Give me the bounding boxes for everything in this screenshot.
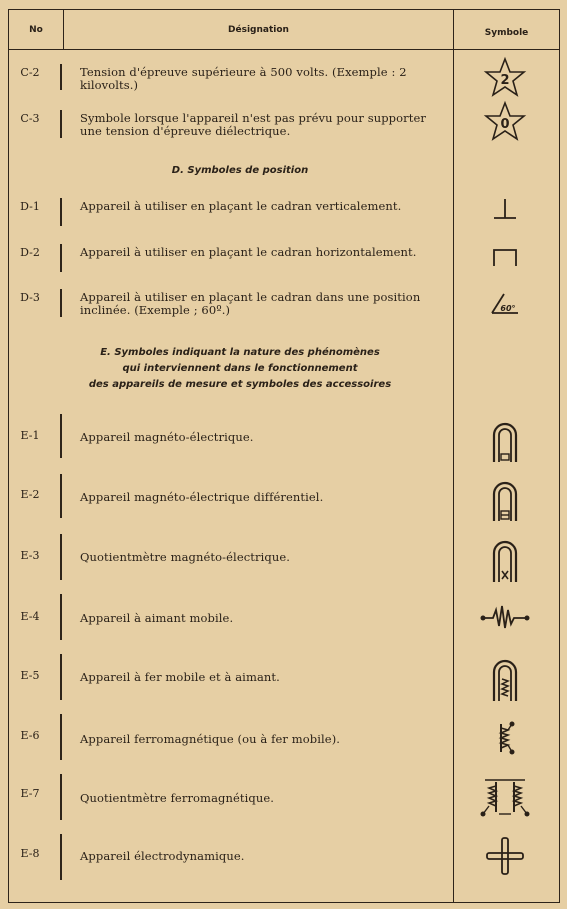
moving-magnet-icon <box>470 600 540 634</box>
header-symbole: Symbole <box>484 28 529 38</box>
row-bar <box>60 834 62 880</box>
row-bar <box>60 534 62 580</box>
row-bar <box>60 289 62 317</box>
vertical-position-icon <box>470 194 540 224</box>
row-bar <box>60 774 62 820</box>
row-code: E-1 <box>20 429 40 442</box>
row-bar <box>60 198 62 226</box>
row-designation: Appareil électrodynamique. <box>80 849 245 863</box>
section-e-title <box>30 345 450 393</box>
row-designation: Appareil à utiliser en plaçant le cadran verticalement. <box>80 199 402 213</box>
section-e-line: E. Symboles indiquant la nature des phénomènes <box>100 347 380 358</box>
row-bar <box>60 594 62 640</box>
row-code: E-6 <box>20 729 40 742</box>
header-no: No <box>29 25 43 35</box>
header-designation: Désignation <box>228 25 289 35</box>
row-bar <box>60 474 62 518</box>
row-code: E-7 <box>20 787 40 800</box>
row-designation: Appareil à aimant mobile. <box>80 611 234 625</box>
row-designation: Quotientmètre ferromagnétique. <box>80 791 275 805</box>
row-code: E-8 <box>20 847 40 860</box>
magneto-electric-icon <box>470 418 540 466</box>
row-designation: Appareil à utiliser en plaçant le cadran horizontalement. <box>80 245 417 259</box>
electrodynamic-icon <box>470 834 540 878</box>
star-0-icon <box>470 100 540 144</box>
row-designation: Appareil à utiliser en plaçant le cadran dans une position inclinée. (Exemple ; 60º.) <box>80 290 421 317</box>
row-designation: Appareil magnéto-électrique. <box>80 430 254 444</box>
ratiometer-magneto-icon <box>470 536 540 586</box>
row-code: E-2 <box>20 488 40 501</box>
row-bar <box>60 64 62 90</box>
header-bottom-border <box>8 49 560 50</box>
row-bar <box>60 654 62 700</box>
row-bar <box>60 414 62 458</box>
symbol-column-divider <box>453 9 454 902</box>
row-designation: Appareil à fer mobile et à aimant. <box>80 670 280 684</box>
inclined-position-icon <box>470 288 540 318</box>
row-code: D-2 <box>20 246 40 259</box>
row-code: E-3 <box>20 549 40 562</box>
moving-iron-magnet-icon <box>470 655 540 705</box>
horizontal-position-icon <box>470 242 540 270</box>
left-border <box>8 9 9 902</box>
row-code: E-5 <box>20 669 40 682</box>
section-e-line: qui interviennent dans le fonctionnement <box>122 363 358 374</box>
ferromagnetic-ratiometer-icon <box>470 776 540 820</box>
star-2-icon <box>470 56 540 100</box>
section-e-line: des appareils de mesure et symboles des accessoires <box>88 379 392 390</box>
row-bar <box>60 244 62 272</box>
differential-magneto-icon <box>470 477 540 525</box>
row-designation: Quotientmètre magnéto-électrique. <box>80 550 291 564</box>
row-bar <box>60 714 62 760</box>
row-code: C-3 <box>20 112 40 125</box>
row-code: E-4 <box>20 610 40 623</box>
row-designation: Appareil magnéto-électrique différentiel. <box>80 490 324 504</box>
star-label: 0 <box>500 117 510 132</box>
star-label: 2 <box>500 73 510 88</box>
table-top-border <box>8 9 560 10</box>
table-bottom-border <box>8 902 560 903</box>
row-code: D-3 <box>20 291 40 304</box>
row-designation: Symbole lorsque l'appareil n'est pas prévu pour supporter une tension d'épreuve diélectrique. <box>80 111 426 138</box>
row-bar <box>60 110 62 138</box>
ferromagnetic-icon <box>470 718 540 758</box>
row-designation: Appareil ferromagnétique (ou à fer mobile). <box>80 732 341 746</box>
right-border <box>559 9 560 902</box>
row-code: D-1 <box>20 200 40 213</box>
row-code: C-2 <box>20 66 40 79</box>
section-d-title: D. Symboles de position <box>171 165 309 176</box>
row-designation: Tension d'épreuve supérieure à 500 volts. (Exemple : 2 kilovolts.) <box>80 65 407 92</box>
angle-label: 60° <box>500 304 516 313</box>
